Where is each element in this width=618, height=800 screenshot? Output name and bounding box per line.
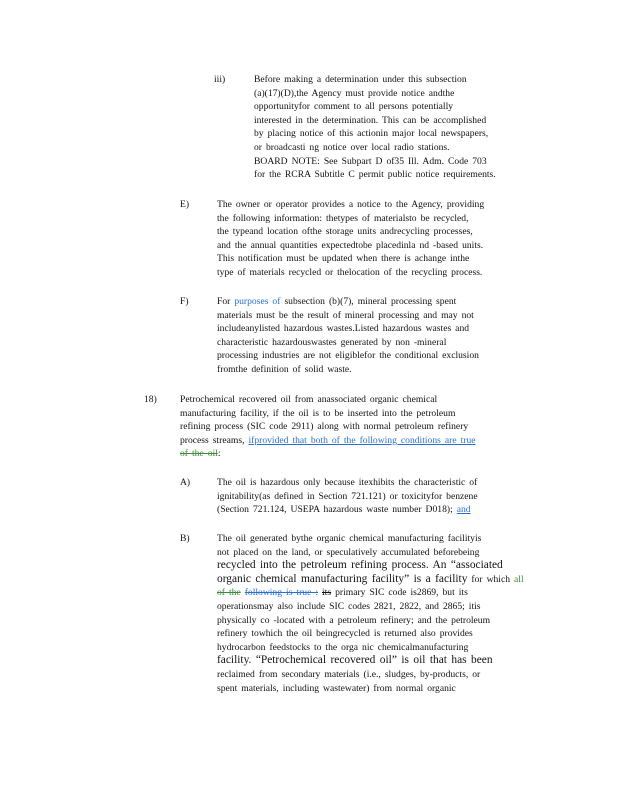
text-line: materials must be the result of mineral processing and may not: [217, 309, 474, 321]
item-label-iii: iii): [214, 74, 226, 85]
text-line: recycled into the petroleum refining process. An “associated: [217, 559, 503, 572]
deleted-text: of the oil: [180, 448, 218, 460]
inserted-text: purposes of: [234, 296, 281, 307]
text-segment: primary SIC code is2869, but its: [335, 587, 468, 599]
board-note: BOARD NOTE: See Subpart D of35 Ill. Adm. Code 703: [254, 155, 487, 167]
text-line: interested in the determination. This can be accomplished: [254, 114, 487, 126]
item-label-18: 18): [144, 394, 157, 405]
text-line: spent materials, including wastewater) from normal organic: [217, 682, 456, 694]
item-iii-paragraph: [254, 73, 496, 182]
text-line: (a)(17)(D),the Agency must provide notice andthe: [254, 87, 455, 99]
text-line: The oil generated bythe organic chemical manufacturing facilityis: [217, 533, 482, 544]
item-f-paragraph: [217, 295, 479, 377]
text-line: not placed on the land, or speculatively accumulated beforebeing: [217, 546, 480, 558]
text-line: includeanylisted hazardous wastes.Listed hazardous wastes and: [217, 323, 470, 335]
item-e-paragraph: [217, 198, 484, 280]
text-line: hydrocarbon feedstocks to the orga nic chemicalmanufacturing: [217, 641, 469, 653]
text-segment: For: [217, 296, 231, 307]
text-line: physically co -located with a petroleum refinery; and the petroleum: [217, 614, 491, 626]
text-segment: :: [217, 448, 221, 460]
item-label-b: B): [180, 533, 190, 544]
text-line: refining process (SIC code 2911) along with normal petroleum refinery: [180, 421, 469, 433]
text-line: [217, 586, 524, 600]
text-segment: for which: [471, 573, 511, 585]
text-line: the typeand location ofthe storage units andrecycling processes,: [217, 226, 473, 238]
text-line: the following information: thetypes of materialsto be recycled,: [217, 212, 469, 224]
item-b-paragraph: [217, 532, 524, 695]
deleted-text: of the: [217, 587, 241, 599]
text-line: Petrochemical recovered oil from anassociated organic chemical: [180, 394, 438, 405]
text-line: reclaimed from secondary materials (i.e., sludges, by-products, or: [217, 668, 481, 680]
text-line: [180, 434, 476, 448]
inserted-text: ifprovided that both of the following conditions are true: [248, 434, 476, 446]
inserted-text: and: [456, 504, 471, 516]
text-segment: subsection (b)(7), mineral processing spent: [284, 296, 457, 307]
text-line: opportunityfor comment to all persons potentially: [254, 101, 454, 113]
item-18-paragraph: [180, 393, 476, 461]
text-line: by placing notice of this actionin major local newspapers,: [254, 128, 489, 140]
text-line: facility. “Petrochemical recovered oil” is oil that has been: [217, 654, 493, 667]
item-a-paragraph: [217, 476, 478, 517]
text-line: manufacturing facility, if the oil is to be inserted into the petroleum: [180, 407, 456, 419]
text-segment: organic chemical manufacturing facility” is a facility: [217, 572, 468, 585]
text-line: processing industries are not eligiblefor the conditional exclusion: [217, 350, 479, 362]
text-segment: process streams,: [180, 434, 245, 446]
deleted-text: following is true :: [244, 587, 319, 599]
text-line: [217, 503, 478, 517]
deleted-text: its: [322, 587, 332, 599]
item-label-e: E): [180, 199, 190, 210]
item-label-f: F): [180, 296, 189, 307]
text-line: characteristic hazardouswastes generated by non -mineral: [217, 336, 447, 348]
text-line: operationsmay also include SIC codes 2821, 2822, and 2865; itis: [217, 600, 481, 612]
text-line: [217, 573, 524, 587]
text-line: [180, 447, 476, 461]
text-line: The oil is hazardous only because itexhibits the characteristic of: [217, 477, 478, 488]
text-line: fromthe definition of solid waste.: [217, 363, 352, 375]
item-label-a: A): [180, 477, 191, 488]
inserted-text: all: [514, 573, 524, 585]
text-line: type of materials recycled or thelocation of the recycling process.: [217, 266, 483, 278]
text-line: This notification must be updated when there is achange inthe: [217, 253, 470, 265]
board-note: for the RCRA Subtitle C permit public notice requirements.: [254, 169, 496, 181]
text-line: and the annual quantities expectedtobe placedinla nd -based units.: [217, 239, 484, 251]
text-line: refinery towhich the oil beingrecycled is returned also provides: [217, 628, 473, 640]
text-segment: (Section 721.124, USEPA hazardous waste number D018);: [217, 504, 453, 516]
text-line: Before making a determination under this subsection: [254, 74, 467, 85]
text-line: [217, 295, 479, 309]
text-line: ignitability(as defined in Section 721.121) or toxicityfor benzene: [217, 490, 478, 502]
text-line: The owner or operator provides a notice to the Agency, providing: [217, 199, 485, 210]
text-line: or broadcasti ng notice over local radio stations.: [254, 141, 450, 153]
